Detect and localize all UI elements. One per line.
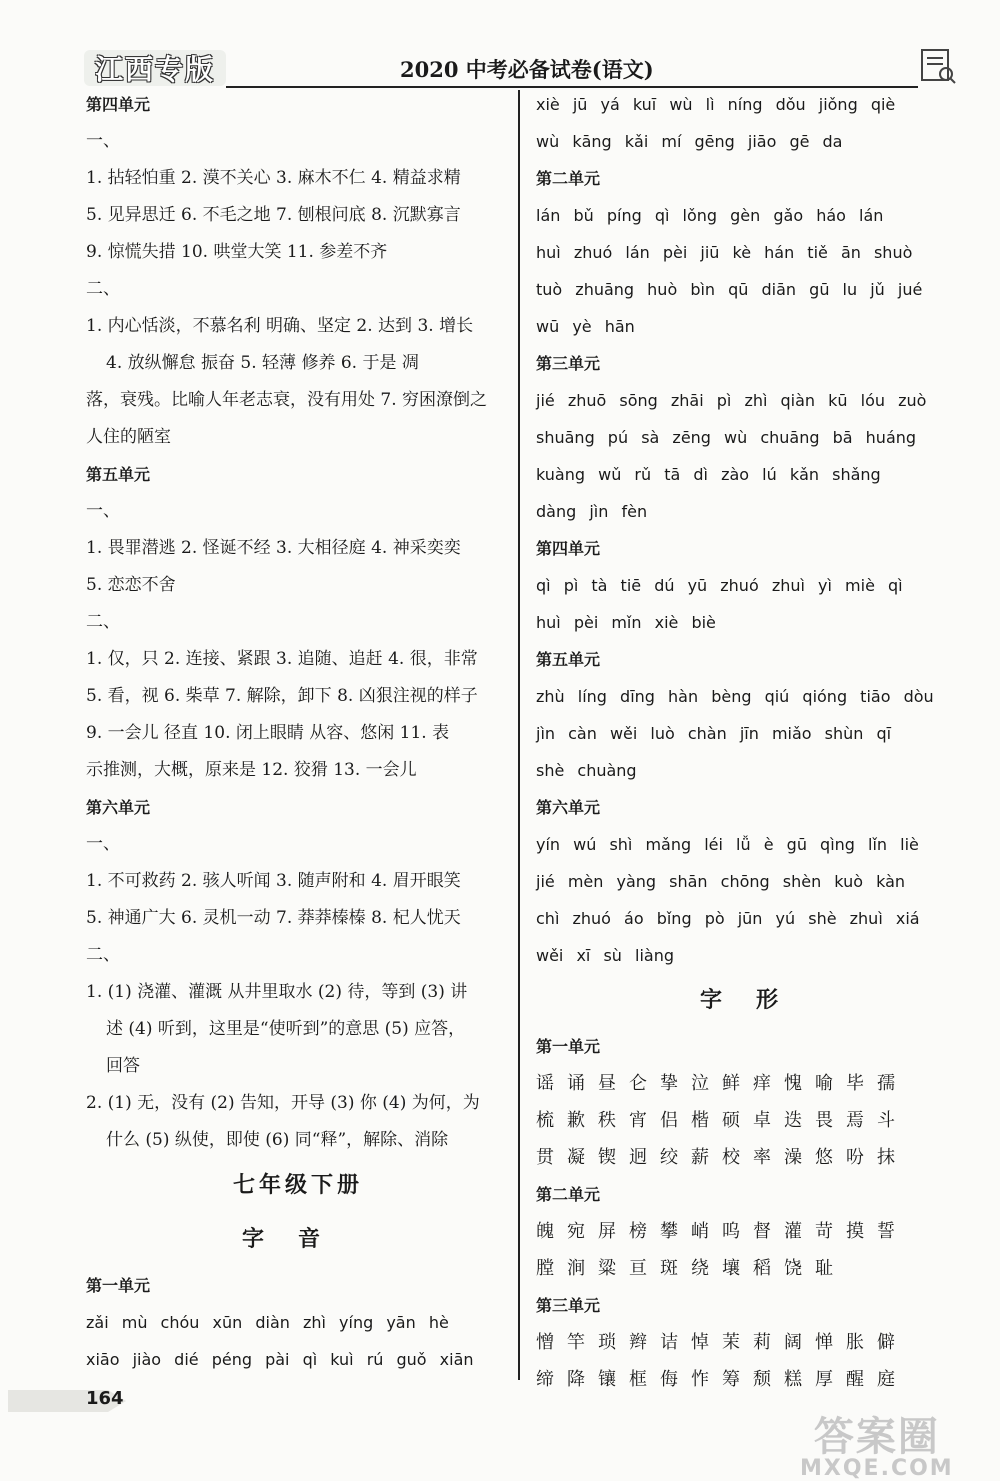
section-heading: 第五单元 — [86, 465, 151, 484]
answer-line: zǎi mù chóu xūn diàn zhì yíng yān hè — [86, 1313, 449, 1332]
answer-line: 1. 不可救药 2. 骇人听闻 3. 随声附和 4. 眉开眼笑 — [86, 871, 461, 891]
right-column — [536, 86, 976, 1398]
section-heading: 第三单元 — [536, 354, 601, 373]
answer-line: 二、 — [86, 279, 120, 299]
answer-line: 1. (1) 浇灌、灌溉 从井里取水 (2) 待，等到 (3) 讲 — [86, 982, 468, 1002]
answer-line: qì pì tà tiē dú yū zhuó zhuì yì miè qì — [536, 576, 903, 595]
answer-line: 述 (4) 听到，这里是“使听到”的意思 (5) 应答， — [106, 1019, 466, 1039]
answer-line: 1. 仅，只 2. 连接、紧跟 3. 追随、追赶 4. 很，非常 — [86, 649, 478, 669]
answer-line: chì zhuó áo bǐng pò jūn yú shè zhuì xiá — [536, 909, 920, 928]
column-divider — [518, 90, 520, 1380]
answer-line: 什么 (5) 纵使，即使 (6) 同“释”，解除、消除 — [106, 1130, 449, 1150]
chapter-title: 字形 — [699, 988, 812, 1013]
answer-line: huì pèi mǐn xiè biè — [536, 613, 716, 632]
answer-line: 5. 恋恋不舍 — [86, 575, 176, 595]
answer-line: 缔降镶框侮怍筹颓糕厚醒庭 — [536, 1369, 908, 1390]
watermark — [800, 1405, 954, 1481]
answer-line: 4. 放纵懈怠 振奋 5. 轻薄 修养 6. 于是 凋 — [106, 353, 419, 373]
answer-line: huì zhuó lán pèi jiū kè hán tiě ān shuò — [536, 243, 913, 262]
answer-line: jié zhuō sōng zhāi pì zhì qiàn kū lóu zuò — [536, 391, 927, 410]
answer-line: wěi xī sù liàng — [536, 946, 675, 965]
answer-line: 二、 — [86, 945, 120, 965]
answer-line: jié mèn yàng shān chōng shèn kuò kàn — [536, 872, 906, 891]
section-heading: 第三单元 — [536, 1296, 601, 1315]
answer-line: tuò zhuāng huò bìn qū diān gū lu jǔ jué — [536, 280, 923, 299]
series-logo: 江西专版 — [84, 50, 226, 86]
section-heading: 第六单元 — [86, 798, 151, 817]
answer-line: yín wú shì mǎng léi lǚ è gū qìng lǐn liè — [536, 835, 919, 854]
left-column — [86, 86, 510, 1378]
answer-line: wū yè hān — [536, 317, 635, 336]
answer-line: 回答 — [106, 1056, 140, 1076]
answer-line: 1. 内心恬淡，不慕名利 明确、坚定 2. 达到 3. 增长 — [86, 316, 474, 336]
section-heading: 第六单元 — [536, 798, 601, 817]
chapter-title: 字音 — [241, 1227, 354, 1252]
section-heading: 第二单元 — [536, 169, 601, 188]
page-number: 164 — [86, 1388, 124, 1409]
answer-line: xiè jū yá kuī wù lì níng dǒu jiǒng qiè — [536, 95, 896, 114]
answer-line: shuāng pú sà zēng wù chuāng bā huáng — [536, 428, 917, 447]
answer-line: 二、 — [86, 612, 120, 632]
answer-line: 人住的陋室 — [86, 427, 171, 447]
answer-line: 落，衰残。比喻人年老志衰，没有用处 7. 穷困潦倒之 — [86, 390, 488, 410]
answer-line: wù kāng kǎi mí gēng jiāo gē da — [536, 132, 843, 151]
section-heading: 第五单元 — [536, 650, 601, 669]
answer-line: 憎竿琐辫诘悼茉莉阔惮胀僻 — [536, 1332, 908, 1353]
answer-line: lán bǔ píng qì lǒng gèn gǎo háo lán — [536, 206, 884, 225]
answer-line: jìn càn wěi luò chàn jīn miǎo shùn qī — [536, 724, 892, 743]
answer-line: 5. 神通广大 6. 灵机一动 7. 莽莽榛榛 8. 杞人忧天 — [86, 908, 461, 928]
answer-line: 谣诵昼仑挚泣鲜痒愧喻毕孺 — [536, 1073, 908, 1094]
book-icon — [918, 46, 958, 86]
chapter-title: 七年级下册 — [232, 1173, 363, 1198]
answer-line: 一、 — [86, 501, 120, 521]
answer-line: 1. 畏罪潜逃 2. 怪诞不经 3. 大相径庭 4. 神采奕奕 — [86, 538, 461, 558]
answer-line: 一、 — [86, 131, 120, 151]
answer-line: 示推测，大概，原来是 12. 狡猾 13. 一会儿 — [86, 760, 417, 780]
answer-line: 一、 — [86, 834, 120, 854]
section-heading: 第一单元 — [86, 1276, 151, 1295]
answer-line: shè chuàng — [536, 761, 637, 780]
answer-line: 魄宛屏榜攀峭呜督灌苛摸誓 — [536, 1221, 908, 1242]
answer-line: kuàng wǔ rǔ tā dì zào lú kǎn shǎng — [536, 465, 881, 484]
answer-line: 5. 见异思迁 6. 不毛之地 7. 刨根问底 8. 沉默寡言 — [86, 205, 461, 225]
answer-line: zhù líng dīng hàn bèng qiú qióng tiāo dòu — [536, 687, 934, 706]
answer-line: 9. 一会儿 径直 10. 闭上眼睛 从容、悠闲 11. 表 — [86, 723, 450, 743]
section-heading: 第四单元 — [86, 95, 151, 114]
answer-line: dàng jìn fèn — [536, 502, 648, 521]
answer-line: 2. (1) 无，没有 (2) 告知，开导 (3) 你 (4) 为何，为 — [86, 1093, 480, 1113]
answer-line: 5. 看，视 6. 柴草 7. 解除，卸下 8. 凶狠注视的样子 — [86, 686, 478, 706]
answer-line: 贯凝锲迥绞薪校率澡悠吩抹 — [536, 1147, 908, 1168]
section-heading: 第四单元 — [536, 539, 601, 558]
watermark-url: MXQE.COM — [800, 1456, 954, 1481]
answer-line: xiāo jiào dié péng pài qì kuì rú guǒ xiān — [86, 1350, 474, 1369]
answer-line: 梳歉秩宵侣楷硕卓迭畏焉斗 — [536, 1110, 908, 1131]
answer-line: 膛涧粱亘斑绕壤稻饶耻 — [536, 1258, 846, 1279]
page-header — [0, 0, 1000, 92]
answer-line: 1. 拈轻怕重 2. 漠不关心 3. 麻木不仁 4. 精益求精 — [86, 168, 461, 188]
page-title: 2020 中考必备试卷(语文) — [400, 57, 654, 82]
section-heading: 第二单元 — [536, 1185, 601, 1204]
section-heading: 第一单元 — [536, 1037, 601, 1056]
answer-line: 9. 惊慌失措 10. 哄堂大笑 11. 参差不齐 — [86, 242, 388, 262]
watermark-logo-text: 答案圈 — [813, 1414, 940, 1460]
